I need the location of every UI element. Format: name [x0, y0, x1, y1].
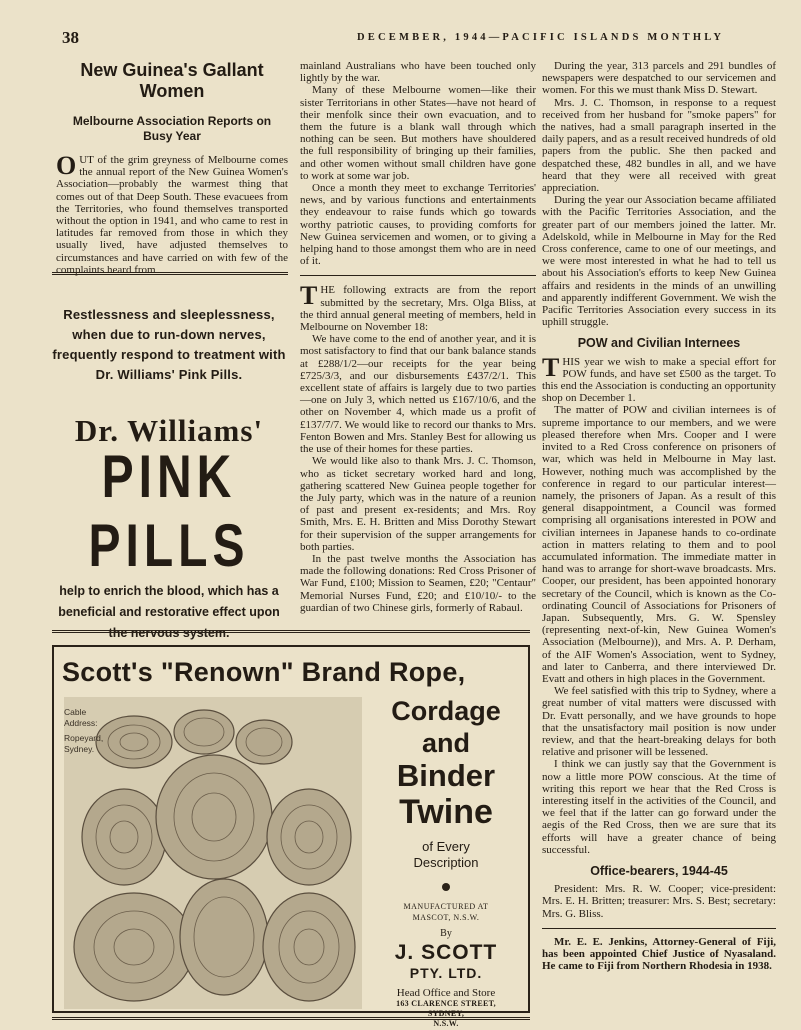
section-divider [52, 630, 530, 633]
address-line: 163 CLARENCE STREET, [396, 999, 496, 1008]
drop-cap: O [56, 151, 77, 180]
pills-brand-name: Dr. Williams' [74, 413, 264, 448]
paragraph: We feel satisfied with this trip to Sydney, where a great number of vital matters were discussed with Dr. Evatt personally, and we have grounds to hope that the unsatisfactory mail position is now under review, and that the heart-breaking delays for both relative and prisoner will be lessened. [542, 685, 776, 759]
paragraph [542, 352, 776, 405]
divider [542, 928, 776, 929]
paragraph: During the year our Association became affiliated with the Pacific Territories Association, and the greater part of our members joined the latter. Mr. Adelskold, while in Melbourne in May for the Red Cross conference, came to one of our meetings, and we were most interested in what he had to tell us about his Association's efforts to keep New Guinea affairs and residents in the minds of an unwilling and apparently indifferent Government. We wish the Pacific Territories Association every success in its uphill struggle. [542, 194, 776, 329]
mfg-line: MASCOT, N.S.W. [412, 913, 480, 922]
cable-line: Sydney. [64, 744, 95, 754]
rope-advertisement [52, 645, 530, 1028]
drop-cap: T [300, 281, 318, 311]
paragraph: We have come to the end of another year, and it is most satisfactory to find that our bank balance stands at £288/1/2—our receipts for the year being £725/3/3, and our disbursements £437/2/1. This excellent state of affairs is largely due to two parties—one on July 3, which netted us £167/10/6, and the other on November 4, which made us a profit of £137/7/7. We would like to record our thanks to Mrs. Fenton Bowen and Mrs. Stanley Best for allowing us the use of their homes for these parties. [300, 333, 536, 456]
column-1-article [56, 60, 288, 276]
cable-line: Cable [64, 707, 87, 717]
pink-pills-advertisement [52, 305, 286, 644]
paragraph: We would like also to thank Mrs. J. C. Thomson, who as ticket secretary worked hard and long, gathering scattered New Guinea people together for the July party, which was in the nature of a reunion of past and present ex-residents; and Mrs. Roy Smith, Mrs. E. H. Britten and Miss Dorothy Stewart for their supervision of the supper arrangements for both parties. [300, 455, 536, 553]
product-cordage: Cordage and [391, 696, 501, 758]
cable-address [64, 707, 103, 755]
article-title [56, 60, 288, 102]
paragraph: I think we can justly say that the Government is now a little more POW conscious. At the time of writing this report we hear that the Red Cross is interesting itself in the activities of the Council, and we feel that if the latter can go forward under the aegis of the Red Cross, then we are sure that its efforts will have a greater chance of being successful. [542, 758, 776, 856]
product-twine: Twine [399, 793, 493, 831]
every-line: Description [413, 855, 479, 870]
paragraph: In the past twelve months the Association has made the following donations: Red Cross Prisoner of War Fund, £100; Mission to Seamen, £20; "Centaur" Memorial Nurses Fund, £20; and £10/10/- to the guardian of two Chinese girls, formerly of Rabaul. [300, 552, 536, 614]
cable-line: Ropeyard, [64, 733, 104, 743]
mfg-line: MANUFACTURED AT [403, 902, 489, 911]
article-subtitle-line-1: Melbourne Association Reports on [72, 114, 272, 128]
paragraph: Once a month they meet to exchange Territories' news, and by various functions and entertainments they endeavour to raise funds which go towards worthy patriotic causes, to providing comforts for New Guinea servicemen and women, or to giving a helping hand to those amongst them who are in need of it. [300, 182, 536, 268]
rope-ad-product-panel [366, 695, 526, 1029]
paragraph: mainland Australians who have been touched only lightly by the war. [300, 60, 536, 85]
every-description [366, 839, 526, 871]
address-line: SYDNEY, [427, 1009, 465, 1018]
section-divider [52, 272, 288, 275]
paragraph-text: HIS year we wish to make a special effort for POW funds, and have set £500 as the target. To this end the Association is conducting an opportunity shop on December 1. [542, 355, 776, 405]
product-binder: Binder [396, 758, 496, 793]
article-title-line-2: Women [139, 81, 205, 101]
report-extract-paragraph [300, 281, 536, 334]
article-intro-paragraph [56, 151, 288, 276]
cable-line: Address: [64, 718, 98, 728]
article-subtitle [56, 114, 288, 144]
rope-ad-title: Scott's "Renown" Brand Rope, [62, 657, 466, 687]
manufactured-at [366, 901, 526, 923]
company-name: J. SCOTT [394, 941, 498, 964]
news-item: Mr. E. E. Jenkins, Attorney-General of Fiji, has been appointed Chief Justice of Nyasaland. He came to Fiji from Northern Rhodesia in 1938. [542, 935, 776, 973]
rope-coils-illustration [64, 697, 362, 1009]
section-heading-pow: POW and Civilian Internees [577, 336, 741, 351]
section-heading-office-bearers: Office-bearers, 1944-45 [590, 864, 728, 878]
bottom-border [52, 1017, 530, 1020]
by-label: By [440, 928, 452, 939]
address-line: N.S.W. [433, 1019, 459, 1028]
bullet-dot [442, 883, 450, 891]
paragraph: The matter of POW and civilian internees is of supreme importance to our members, and we were pleased therefore when Mrs. Cooper and I were invited to a Red Cross conference on prisoners of war, which was held in Melbourne in May last. However, nothing much was accomplished by the conference in regard to our particular interest—namely, the prisoners of Japan. As a result of this general disappointment, a Council was formed comprising all organisations interested in POW and civilian internees in Japanese hands to co-ordinate action in matters relating to them and to pool accumulated information. The immediate matter in hand was to arrange for short-wave broadcasts. Mrs. Cooper, our president, has been appointed honorary secretary of the Council, which is known as the Co-ordinating Council of Associations for Prisoners of Japan. Subsequently, Mrs. G. W. Spensley (representing next-of-kin, New Guinea Women's Association (Melbourne)), and Mrs. A. P. Derham, of the AIF Women's Association, went to Sydney, and later to Canberra, and there interviewed Dr. Evatt and others in high places in the Government. [542, 404, 776, 685]
divider [300, 275, 536, 276]
pills-ad-tail-text: help to enrich the blood, which has a beneficial and restorative effect upon the nervous system. [58, 584, 280, 640]
page-number: 38 [62, 28, 79, 47]
column-2-article [300, 60, 536, 614]
article-title-line-1: New Guinea's Gallant [80, 60, 264, 80]
paragraph: President: Mrs. R. W. Cooper; vice-president: Mrs. E. H. Britten; treasurer: Mrs. S. Best; secretary: Mrs. G. Bliss. [542, 883, 776, 920]
pills-product-name: PINK PILLS [88, 444, 250, 580]
paragraph: During the year, 313 parcels and 291 bundles of newspapers were despatched to our servicemen and women. For this we must thank Miss D. Stewart. [542, 60, 776, 97]
column-3-article [542, 60, 776, 972]
pills-ad-lead-text: Restlessness and sleeplessness, when due to run-down nerves, frequently respond to treatment with Dr. Williams' Pink Pills. [52, 307, 286, 382]
paragraph: Mrs. J. C. Thomson, in response to a request received from her husband for "smoke papers" for the natives, had a small paragraph inserted in the daily papers, and as a result received hundreds of old papers from the public. She then packed and despatched these, 482 bundles in all, and we have heard that they were all received with great appreciation. [542, 96, 776, 195]
paragraph: Many of these Melbourne women—like their sister Territorians in other States—have not heard of their menfolk since their own evacuation, and to them the future is a blank wall through which nothing can be seen. But mothers have shouldered the full responsibility of bringing up their families, and other women without small children have gone to work at some war job. [300, 84, 536, 182]
every-line: of Every [422, 839, 470, 854]
article-subtitle-line-2: Busy Year [143, 129, 201, 143]
running-title: DECEMBER, 1944—PACIFIC ISLANDS MONTHLY [357, 32, 725, 43]
drop-cap: T [542, 352, 560, 382]
company-suffix: PTY. LTD. [409, 965, 483, 981]
paragraph-text: UT of the grim greyness of Melbourne comes the annual report of the New Guinea Women's Association—probably the warmest thing that comes out of that Deep South. These evacuees from the Territories, who found themselves transported without the option in 1941, and who came to rest in latitudes far removed from those in which they usually lived, have adjusted themselves to circumstances and have carried on with few of the complaints heard from [56, 154, 288, 276]
head-office-label: Head Office and Store [396, 987, 496, 999]
company-address [366, 999, 526, 1029]
paragraph-text: HE following extracts are from the report submitted by the secretary, Mrs. Olga Bliss, at the third annual general meeting of members, held in Melbourne on November 18: [300, 284, 536, 334]
